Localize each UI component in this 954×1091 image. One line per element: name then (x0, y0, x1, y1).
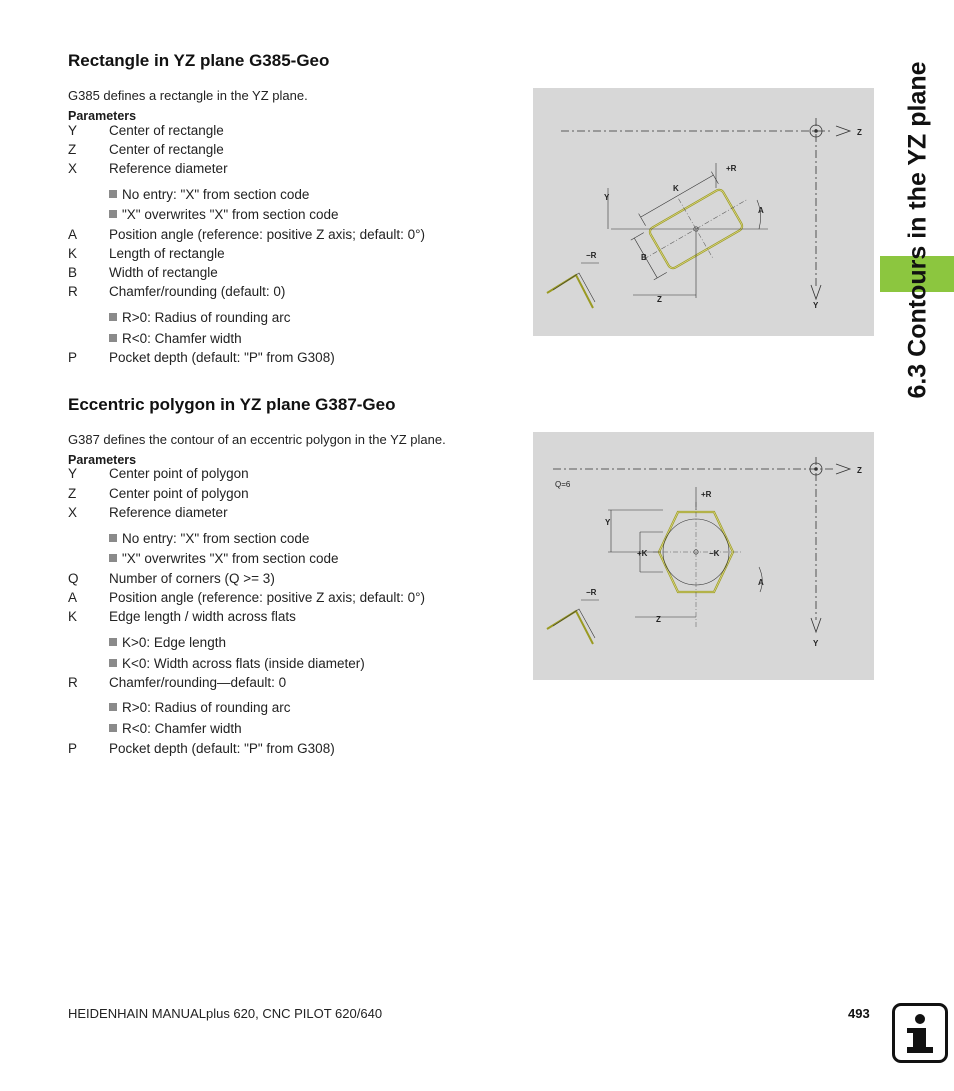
param-bullet: R<0: Chamfer width (109, 721, 242, 736)
bullet-square-icon (109, 534, 117, 542)
z-axis-label: Z (857, 128, 862, 137)
param-row: B Width of rectangle (68, 265, 218, 280)
y-axis-label: Y (813, 301, 819, 310)
section-intro-g387: G387 defines the contour of an eccentric polygon in the YZ plane. (68, 432, 446, 447)
dim-b-label: B (641, 253, 647, 262)
bullet-square-icon (109, 659, 117, 667)
dim-minus-r-label: −R (586, 588, 597, 597)
bullet-square-icon (109, 638, 117, 646)
param-bullet: K<0: Width across flats (inside diameter) (109, 656, 365, 671)
param-row: X Reference diameter (68, 161, 228, 176)
parameters-label: Parameters (68, 453, 137, 467)
footer-text: HEIDENHAIN MANUALplus 620, CNC PILOT 620/640 (68, 1006, 383, 1021)
param-bullet: K>0: Edge length (109, 635, 226, 650)
param-bullet: R<0: Chamfer width (109, 331, 242, 346)
info-icon (892, 1003, 948, 1063)
param-row: P Pocket depth (default: "P" from G308) (68, 741, 335, 756)
chapter-title: 6.3 Contours in the YZ plane (903, 61, 932, 399)
param-row: Z Center point of polygon (68, 486, 249, 501)
param-row: K Length of rectangle (68, 246, 225, 261)
dim-plus-r-label: +R (726, 164, 737, 173)
section-heading-g385: Rectangle in YZ plane G385-Geo (68, 51, 330, 70)
dim-z-label: Z (656, 615, 661, 624)
param-row: X Reference diameter (68, 505, 228, 520)
param-bullet: R>0: Radius of rounding arc (109, 700, 290, 715)
param-bullet: R>0: Radius of rounding arc (109, 310, 290, 325)
param-row: R Chamfer/rounding—default: 0 (68, 675, 287, 690)
parameters-label: Parameters (68, 109, 137, 123)
param-bullet: No entry: "X" from section code (109, 187, 309, 202)
polygon-diagram (533, 432, 874, 680)
param-row: Y Center of rectangle (68, 123, 224, 138)
param-bullet: "X" overwrites "X" from section code (109, 551, 339, 566)
bullet-square-icon (109, 703, 117, 711)
y-axis-label: Y (813, 639, 819, 648)
section-heading-g387: Eccentric polygon in YZ plane G387-Geo (68, 395, 396, 414)
param-bullet: No entry: "X" from section code (109, 531, 309, 546)
dim-minus-r-label: −R (586, 251, 597, 260)
dim-k-label: K (673, 184, 679, 193)
dim-y-label: Y (605, 518, 611, 527)
bullet-square-icon (109, 724, 117, 732)
section-intro-g385: G385 defines a rectangle in the YZ plane. (68, 88, 308, 103)
dim-plus-r-label: +R (701, 490, 712, 499)
dim-a-label: A (758, 578, 764, 587)
param-row: A Position angle (reference: positive Z axis; default: 0°) (68, 227, 426, 242)
z-axis-label: Z (857, 466, 862, 475)
bullet-square-icon (109, 334, 117, 342)
param-row: Y Center point of polygon (68, 466, 249, 481)
param-bullet: "X" overwrites "X" from section code (109, 207, 339, 222)
dim-plus-k-label: +K (637, 549, 648, 558)
bullet-square-icon (109, 313, 117, 321)
dim-y-label: Y (604, 193, 610, 202)
rectangle-diagram (533, 88, 874, 336)
param-row: R Chamfer/rounding (default: 0) (68, 284, 286, 299)
param-row: Z Center of rectangle (68, 142, 224, 157)
page-number: 493 (848, 1006, 870, 1021)
param-row: A Position angle (reference: positive Z axis; default: 0°) (68, 590, 426, 605)
bullet-square-icon (109, 554, 117, 562)
dim-z-label: Z (657, 295, 662, 304)
dim-a-label: A (758, 206, 764, 215)
param-row: P Pocket depth (default: "P" from G308) (68, 350, 335, 365)
bullet-square-icon (109, 210, 117, 218)
param-row: Q Number of corners (Q >= 3) (68, 571, 275, 586)
param-row: K Edge length / width across flats (68, 609, 296, 624)
bullet-square-icon (109, 190, 117, 198)
dim-minus-k-label: −K (709, 549, 720, 558)
corners-q-label: Q=6 (555, 480, 571, 489)
